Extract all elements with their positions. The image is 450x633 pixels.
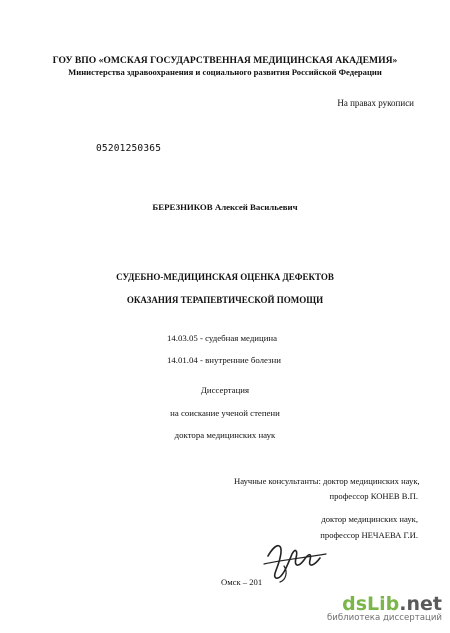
degree-name: доктора медицинских наук <box>174 430 276 440</box>
organization-name: ГОУ ВПО «ОМСКАЯ ГОСУДАРСТВЕННАЯ МЕДИЦИНСКАЯ АКАДЕМИЯ» <box>52 55 398 66</box>
stamp-number: 05201250365 <box>96 143 162 154</box>
consultant-1: профессор КОНЕВ В.П. <box>329 491 418 501</box>
consultant-2: профессор НЕЧАЕВА Г.И. <box>320 530 418 540</box>
consultants-heading: Научные консультанты: доктор медицинских наук, <box>234 476 420 486</box>
logo-part-2: .net <box>399 593 442 615</box>
title-line-2: ОКАЗАНИЯ ТЕРАПЕВТИЧЕСКОЙ ПОМОЩИ <box>126 295 324 305</box>
dslib-logo <box>342 595 442 614</box>
watermark-subtitle: библиотека диссертаций <box>326 613 442 623</box>
author-name: БЕРЕЗНИКОВ Алексей Васильевич <box>152 202 298 212</box>
dslib-watermark <box>324 595 442 627</box>
signature-icon <box>262 536 328 584</box>
organization-ministry: Министерства здравоохранения и социального развития Российской Федерации <box>68 67 382 77</box>
specialty-internal: 14.01.04 - внутренние болезни <box>167 355 281 365</box>
dissertation-label: Диссертация <box>200 385 250 395</box>
title-line-1: СУДЕБНО-МЕДИЦИНСКАЯ ОЦЕНКА ДЕФЕКТОВ <box>116 272 334 282</box>
degree-purpose: на соискание ученой степени <box>170 408 280 418</box>
rights-note: На правах рукописи <box>337 98 414 108</box>
city-year: Омск – 201 <box>221 577 263 587</box>
consultant-2-degree: доктор медицинских наук, <box>321 514 418 524</box>
logo-part-1: dsLib <box>342 593 400 615</box>
specialty-forensic: 14.03.05 - судебная медицина <box>167 333 278 343</box>
